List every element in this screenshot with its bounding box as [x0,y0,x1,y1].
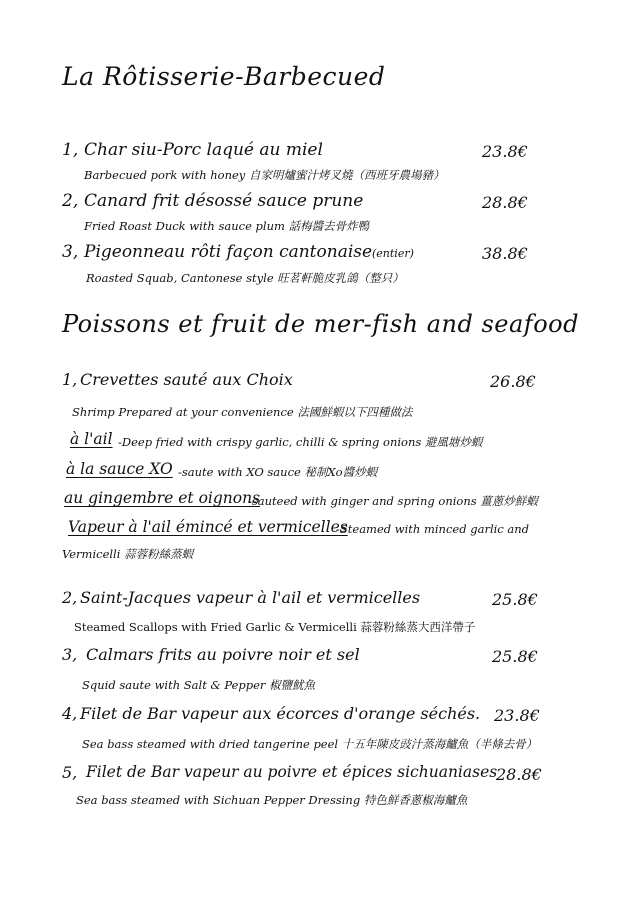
preparation-option-description: -saute with XO sauce 秘制Xo醬炒蝦 [178,465,378,479]
section-title-seafood: Poissons et fruit de mer-fish and seafood [62,310,579,338]
menu-item-description: Barbecued pork with honey 自家明爐蜜汁烤叉燒（西班牙農場豬） [84,168,445,182]
section-title-rotisserie: La Rôtisserie-Barbecued [62,62,386,91]
menu-item-price: 28.8€ [482,193,528,212]
preparation-option-description: -Steamed with minced garlic and [336,522,530,536]
menu-item-name: Pigeonneau rôti façon cantonaise [84,242,373,262]
menu-item-price: 23.8€ [482,142,528,161]
menu-item-number: 5, [62,763,78,782]
menu-item-price: 26.8€ [490,372,536,391]
menu-item-number: 2, [62,588,78,607]
menu-item-name: Crevettes sauté aux Choix [80,370,293,389]
preparation-option-name: à l'ail [70,430,113,448]
menu-item-price: 25.8€ [492,647,538,666]
menu-item-description: Sea bass steamed with Sichuan Pepper Dressing 特色鮮香蔥椒海鱸魚 [76,793,468,807]
preparation-option-description-continued: Vermicelli 蒜蓉粉絲蒸蝦 [62,547,194,561]
menu-item-description: Fried Roast Duck with sauce plum 話梅醬去骨炸鴨 [84,219,370,233]
preparation-option-name: à la sauce XO [66,460,173,478]
menu-item-price: 25.8€ [492,590,538,609]
menu-item-price: 23.8€ [494,706,540,725]
menu-item-name: Saint-Jacques vapeur à l'ail et vermicelles [80,588,421,607]
menu-item-note: (entier) [372,247,414,260]
menu-item-number: 4, [62,704,78,723]
menu-item-description: Sea bass steamed with dried tangerine peel 十五年陳皮豉汁蒸海鱸魚（半條去骨） [82,737,538,751]
preparation-option-name: au gingembre et oignons [64,489,261,507]
menu-item-name: Char siu-Porc laqué au miel [84,140,323,160]
preparation-option-name: Vapeur à l'ail émincé et vermicelles [68,518,348,536]
menu-item-number: 3, [62,242,79,262]
menu-item-number: 2, [62,191,79,211]
menu-item-description: Roasted Squab, Cantonese style 旺茗軒脆皮乳鴿（整只） [86,271,404,285]
menu-item-name: Filet de Bar vapeur aux écorces d'orange séchés. [80,704,481,723]
menu-item-number: 1, [62,370,78,389]
menu-item-description: Steamed Scallops with Fried Garlic & Vermicelli 蒜蓉粉絲蒸大西洋帶子 [74,620,476,634]
preparation-option-description: -sauteed with ginger and spring onions 薑蔥炒鮮蝦 [248,494,538,508]
preparation-option-description: -Deep fried with crispy garlic, chilli & spring onions 避風塘炒蝦 [118,435,483,449]
menu-item-name: Canard frit désossé sauce prune [84,191,364,211]
menu-item-description: Squid saute with Salt & Pepper 椒鹽魷魚 [82,678,316,692]
menu-item-price: 38.8€ [482,244,528,263]
menu-item-number: 3, [62,645,78,664]
menu-item-description: Shrimp Prepared at your convenience 法國鮮蝦以下四種做法 [72,405,413,419]
menu-item-name: Filet de Bar vapeur au poivre et épices sichuaniases [86,763,498,781]
menu-item-name: Calmars frits au poivre noir et sel [86,645,360,664]
menu-item-number: 1, [62,140,79,160]
menu-item-price: 28.8€ [496,765,542,784]
